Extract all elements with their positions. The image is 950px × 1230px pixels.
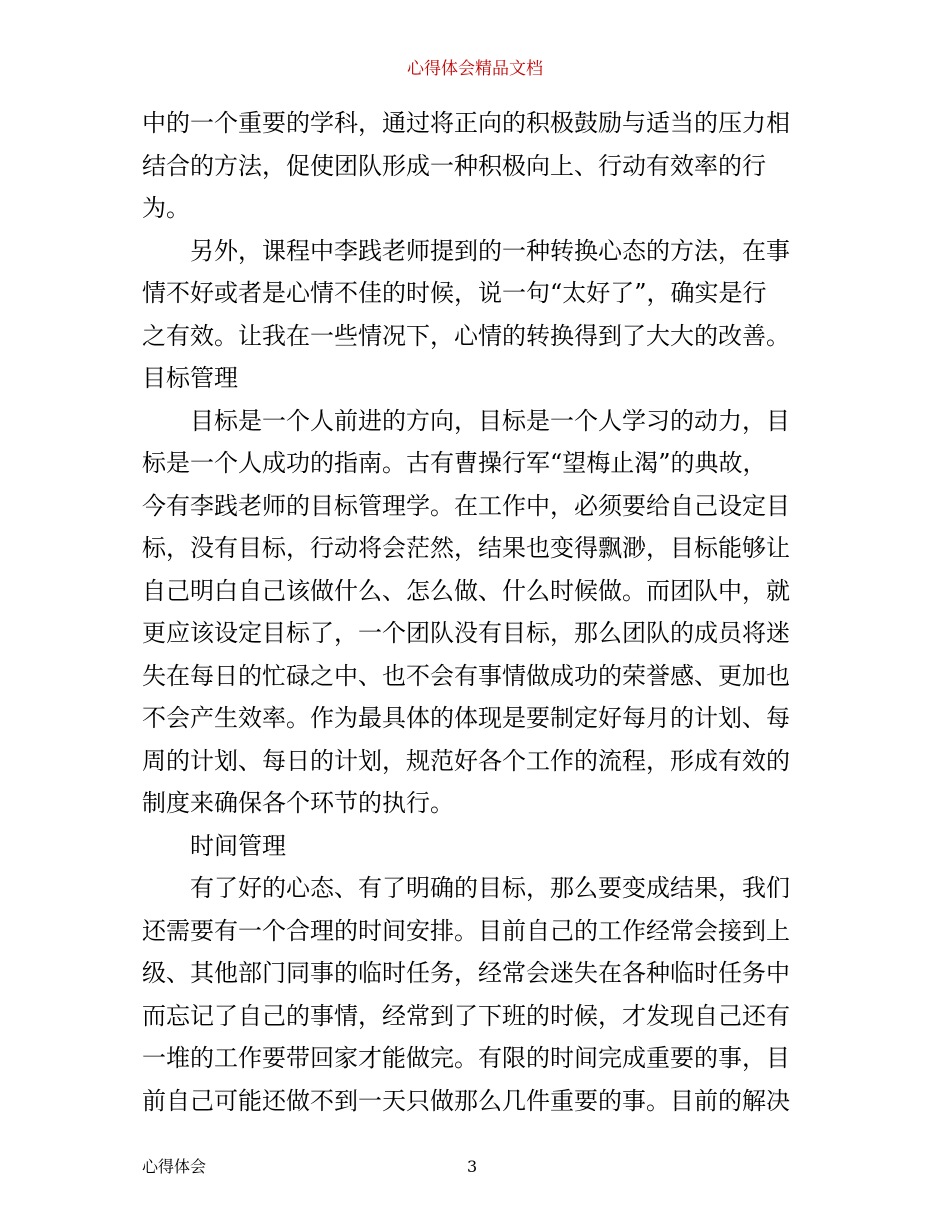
text-line: 结合的方法，促使团队形成一种积极向上、行动有效率的行 — [142, 151, 766, 180]
page-number: 3 — [467, 1157, 478, 1176]
text-line: 制度来确保各个环节的执行。 — [142, 789, 454, 817]
text-line: 一堆的工作要带回家才能做完。有限的时间完成重要的事，目 — [142, 1044, 790, 1072]
text-line: 前自己可能还做不到一天只做那么几件重要的事。目前的解决 — [142, 1086, 790, 1115]
text-line: 中的一个重要的学科，通过将正向的积极鼓励与适当的压力相 — [142, 109, 790, 137]
text-line: 还需要有一个合理的时间安排。目前自己的工作经常会接到上 — [142, 916, 790, 945]
text-line: 今有李践老师的目标管理学。在工作中，必须要给自己设定目 — [142, 491, 790, 520]
text-line: 之有效。让我在一些情况下，心情的转换得到了大大的改善。 — [142, 321, 790, 350]
text-line: 而忘记了自己的事情，经常到了下班的时候，才发现自己还有 — [142, 1001, 790, 1030]
section-heading: 时间管理 — [190, 831, 286, 860]
section-heading: 目标管理 — [142, 364, 238, 392]
document-header-title: 心得体会精品文档 — [407, 59, 543, 79]
text-line: 不会产生效率。作为最具体的体现是要制定好每月的计划、每 — [142, 704, 790, 732]
text-line: 更应该设定目标了，一个团队没有目标，那么团队的成员将迷 — [142, 619, 790, 647]
text-line: 情不好或者是心情不佳的时候，说一句“太好了”，确实是行 — [142, 279, 767, 307]
text-line: 失在每日的忙碌之中、也不会有事情做成功的荣誉感、更加也 — [142, 661, 790, 690]
text-line: 有了好的心态、有了明确的目标，那么要变成结果，我们 — [190, 874, 790, 902]
footer-label: 心得体会 — [142, 1157, 207, 1176]
text-line: 标，没有目标，行动将会茫然，结果也变得飘渺，目标能够让 — [142, 534, 790, 562]
text-line: 周的计划、每日的计划，规范好各个工作的流程，形成有效的 — [142, 746, 790, 775]
text-line: 标是一个人成功的指南。古有曹操行军“望梅止渴”的典故， — [142, 449, 767, 477]
text-line: 目标是一个人前进的方向，目标是一个人学习的动力，目 — [190, 406, 790, 435]
text-line: 级、其他部门同事的临时任务，经常会迷失在各种临时任务中 — [142, 959, 790, 987]
text-line: 为。 — [142, 194, 190, 222]
text-line: 另外，课程中李践老师提到的一种转换心态的方法，在事 — [190, 236, 790, 265]
text-line: 自己明白自己该做什么、怎么做、什么时候做。而团队中，就 — [142, 576, 790, 605]
document-body — [142, 102, 812, 1122]
